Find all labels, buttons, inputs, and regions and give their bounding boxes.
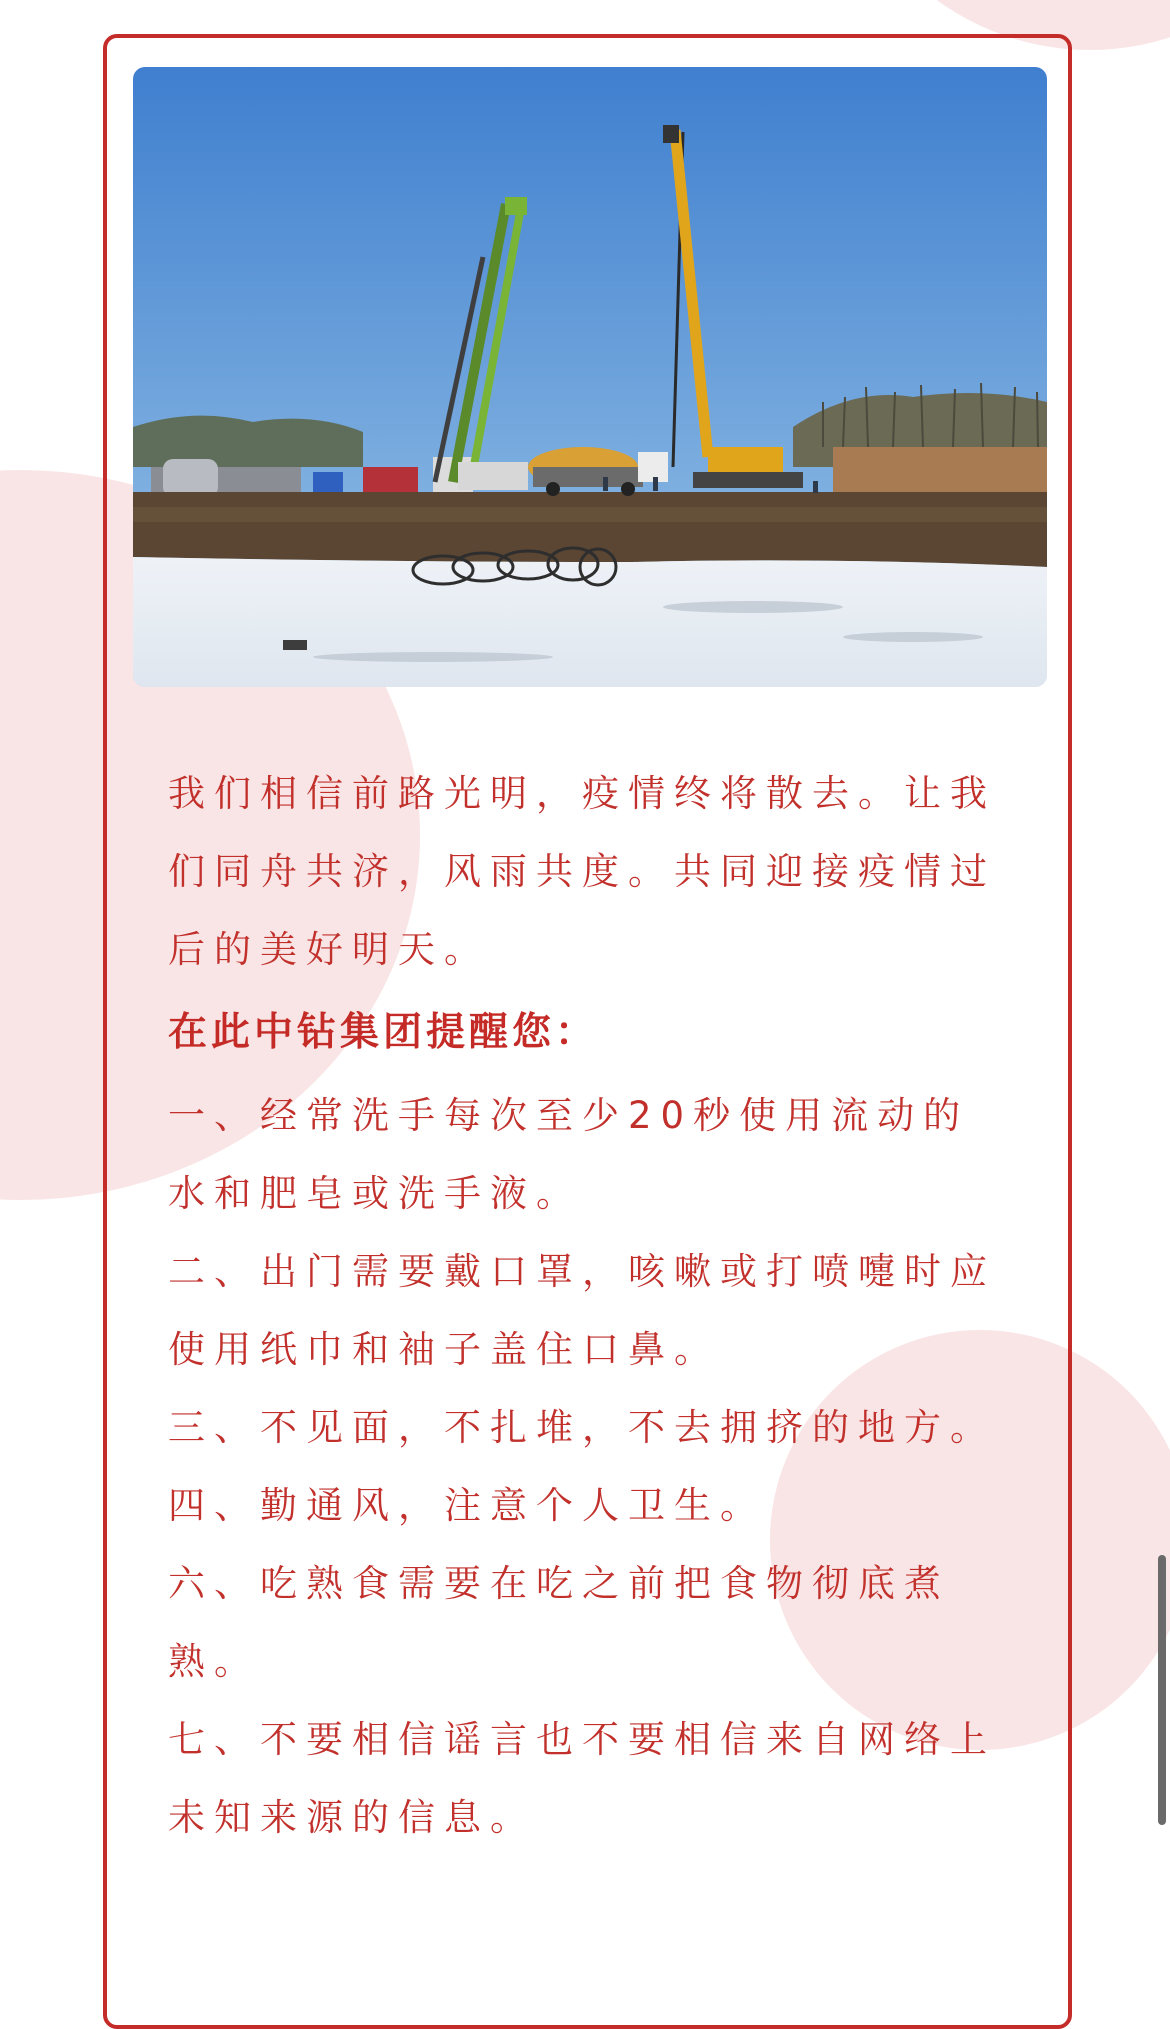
tip-item: 六、吃熟食需要在吃之前把食物彻底煮熟。	[168, 1562, 950, 1683]
tip-item: 二、出门需要戴口罩，咳嗽或打喷嚏时应使用纸巾和袖子盖住口鼻。	[168, 1250, 996, 1371]
scrollbar-thumb[interactable]	[1158, 1555, 1166, 1825]
reminder-heading: 在此中钻集团提醒您：	[168, 1010, 599, 1055]
construction-site-photo	[133, 67, 1047, 687]
intro-paragraph: 我们相信前路光明，疫情终将散去。让我们同舟共济，风雨共度。共同迎接疫情过后的美好明天。	[168, 772, 996, 971]
article-text-block	[168, 755, 1008, 1857]
tip-item: 四、勤通风，注意个人卫生。	[168, 1484, 766, 1527]
tip-item: 七、不要相信谣言也不要相信来自网络上未知来源的信息。	[168, 1718, 996, 1839]
tip-item: 三、不见面，不扎堆，不去拥挤的地方。	[168, 1406, 996, 1449]
tip-item: 一、经常洗手每次至少20秒使用流动的水和肥皂或洗手液。	[168, 1094, 970, 1215]
